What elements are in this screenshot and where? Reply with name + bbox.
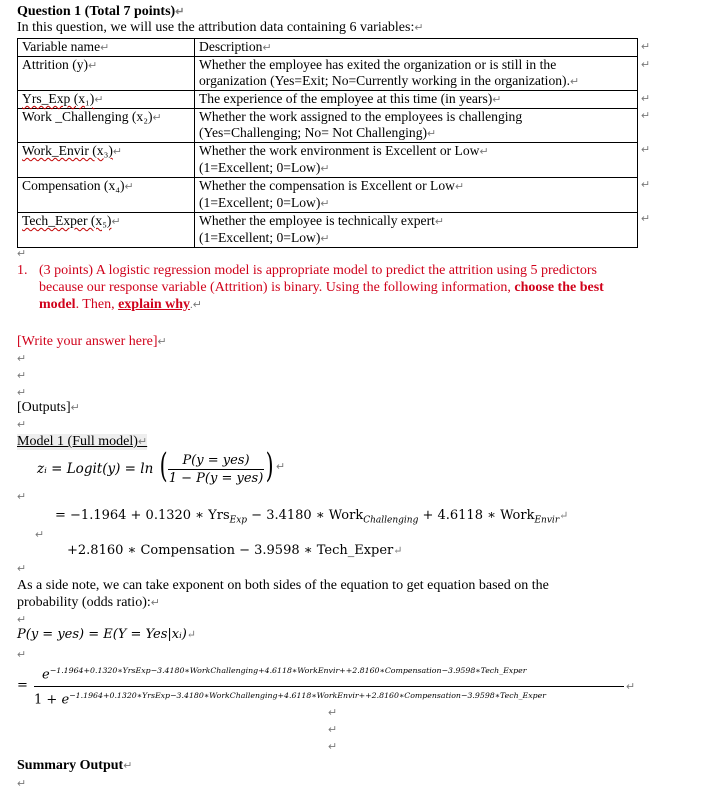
equals-sign: = xyxy=(17,678,28,693)
var-desc: The experience of the employee at this time (in years) xyxy=(199,91,493,106)
table-row: Tech_Exper (x₅)↵ Whether the employee is technically expert↵ (1=Excellent; 0=Low)↵ xyxy=(18,213,638,248)
var-desc: (1=Excellent; 0=Low) xyxy=(199,195,321,210)
var-name: Yrs_Exp (x₁) xyxy=(22,91,95,106)
var-desc: Whether the employee has exited the organization or is still in the xyxy=(199,57,557,72)
header-variable-name: Variable name↵ xyxy=(18,39,195,57)
var-name: Work _Challenging (x₂) xyxy=(22,109,153,124)
var-name: Attrition (y) xyxy=(22,57,89,72)
var-desc: Whether the compensation is Excellent or Low xyxy=(199,178,455,193)
probability-equation: P(y = yes) = E(Y = Yes|xᵢ)↵ xyxy=(17,627,196,642)
return-mark: ↵ xyxy=(17,778,27,790)
table-header-row xyxy=(18,39,638,57)
table-row: Yrs_Exp (x₁)↵ The experience of the employee at this time (in years)↵ xyxy=(18,91,638,109)
table-row: Work_Envir (x₃)↵ Whether the work environment is Excellent or Low↵ (1=Excellent; 0=Low)↵ xyxy=(18,143,638,178)
return-mark: ↵ xyxy=(17,353,27,365)
summary-output-label: Summary Output↵ xyxy=(17,758,133,773)
return-mark: ↵ xyxy=(641,179,651,191)
var-desc: Whether the work assigned to the employees is challenging xyxy=(199,109,523,124)
model-label: Model 1 (Full model)↵ xyxy=(17,434,148,449)
return-mark: ↵ xyxy=(17,248,27,260)
table-row: Attrition (y)↵ Whether the employee has exited the organization or is still in the organization (Yes=Exit; No=Currently working in the organization).↵ xyxy=(18,57,638,91)
return-mark: ↵ xyxy=(626,681,636,693)
side-note: As a side note, we can take exponent on both sides of the equation to get equation based on the probability (odds ratio):↵ xyxy=(17,578,549,610)
return-mark: ↵ xyxy=(641,110,651,122)
var-desc: (1=Excellent; 0=Low) xyxy=(199,230,321,245)
var-desc: (Yes=Challenging; No= Not Challenging) xyxy=(199,125,428,140)
return-mark: ↵ xyxy=(328,724,338,736)
var-desc: organization (Yes=Exit; No=Currently working in the organization). xyxy=(199,73,570,88)
return-mark: ↵ xyxy=(328,707,338,719)
outputs-label: [Outputs]↵ xyxy=(17,400,80,415)
return-mark: ↵ xyxy=(328,741,338,753)
logit-paren-open: ( xyxy=(159,446,168,486)
var-name: Compensation (x₄) xyxy=(22,178,125,193)
question-item-1: 1. (3 points) A logistic regression model is appropriate model to predict the attrition using 5 predictors because our response variable (Attrition) is binary. Using the following information, choose the best model. Then, explain why.↵ xyxy=(17,263,604,312)
return-mark: ↵ xyxy=(17,370,27,382)
variables-table xyxy=(17,38,638,248)
return-mark: ↵ xyxy=(17,614,27,626)
return-mark: ↵ xyxy=(35,529,45,541)
question-title: Question 1 (Total 7 points)↵ xyxy=(17,4,185,19)
return-mark: ↵ xyxy=(17,563,27,575)
return-mark: ↵ xyxy=(641,59,651,71)
return-mark: ↵ xyxy=(17,491,27,503)
var-name: Work_Envir (x₃) xyxy=(22,143,113,158)
logit-equation: zᵢ = Logit(y) = ln xyxy=(37,461,154,477)
exp-fraction: $e^{-1.1964+0.1320∗YrsExp-3.4180∗WorkChallenging+4.6118∗WorkEnvir++2.8160∗Compensation-3.9598∗Tech\_Exper}$ $1 + e^{-1.1964+0.1320∗YrsExp-3.4180∗WorkChallenging+4.6118∗WorkEnvir++2.8160∗Compensation-3.9598∗Tech\_Exper}$ xyxy=(34,660,624,710)
logit-paren-close: ) xyxy=(265,446,274,486)
var-desc: (1=Excellent; 0=Low) xyxy=(199,160,321,175)
logit-expansion-line1: = −1.1964 + 0.1320 ∗ Yrs$_{Exp}$ − 3.4180 ∗ Work$_{Challenging}$ + 4.6118 ∗ Work$_{Envir}$↵ xyxy=(55,508,569,526)
return-mark: ↵ xyxy=(17,649,27,661)
table-row: Compensation (x₄)↵ Whether the compensation is Excellent or Low↵ (1=Excellent; 0=Low)↵ xyxy=(18,178,638,213)
return-mark: ↵ xyxy=(276,461,286,473)
var-desc: Whether the work environment is Excellent or Low xyxy=(199,143,480,158)
intro-text: In this question, we will use the attribution data containing 6 variables:↵ xyxy=(17,20,424,35)
return-mark: ↵ xyxy=(641,41,651,53)
return-mark: ↵ xyxy=(641,144,651,156)
var-name: Tech_Exper (x₅) xyxy=(22,213,112,228)
table-row: Work _Challenging (x₂)↵ Whether the work assigned to the employees is challenging (Yes=Challenging; No= Not Challenging)↵ xyxy=(18,109,638,143)
answer-placeholder[interactable]: [Write your answer here]↵ xyxy=(17,334,167,349)
var-desc: Whether the employee is technically expert xyxy=(199,213,435,228)
return-mark: ↵ xyxy=(641,213,651,225)
logit-expansion-line2: +2.8160 ∗ Compensation − 3.9598 ∗ Tech_Exper↵ xyxy=(67,543,403,558)
return-mark: ↵ xyxy=(641,93,651,105)
return-mark: ↵ xyxy=(17,419,27,431)
header-description: Description↵ xyxy=(195,39,638,57)
return-mark: ↵ xyxy=(17,387,27,399)
logit-fraction: P(y = yes) 1 − P(y = yes) xyxy=(168,453,264,486)
